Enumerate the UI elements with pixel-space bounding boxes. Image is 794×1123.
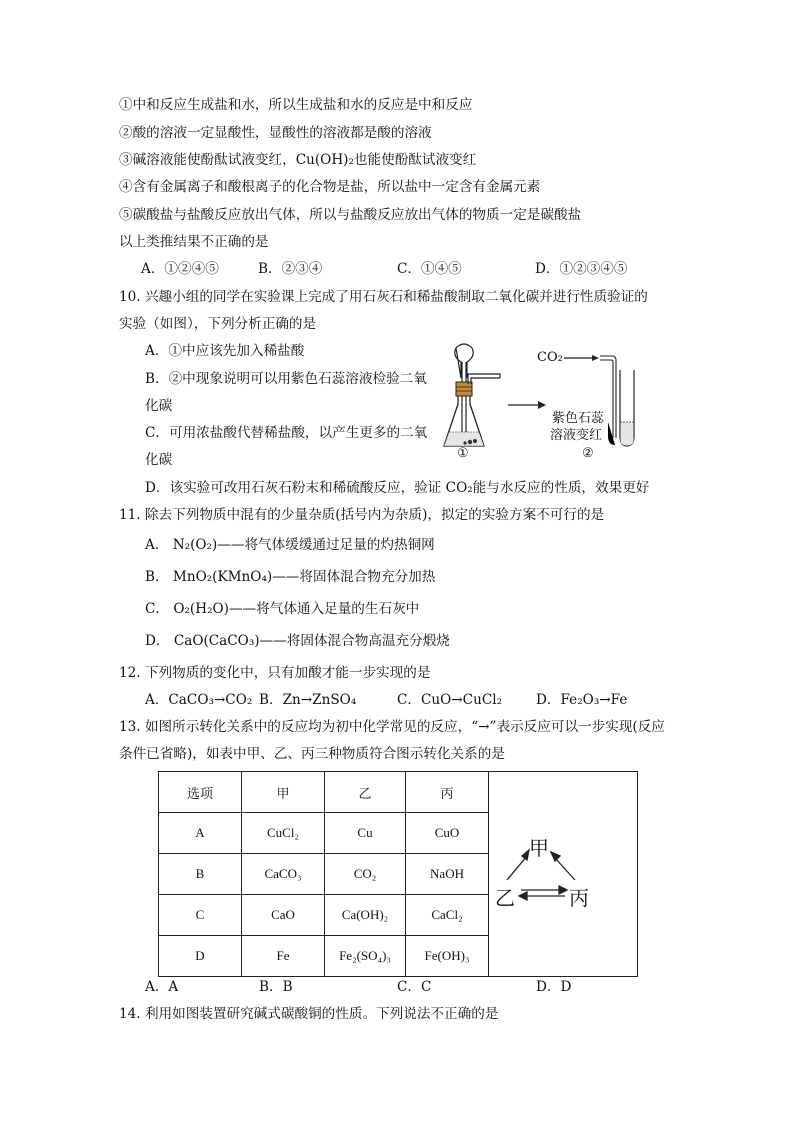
figure-label-1: ① bbox=[457, 446, 469, 461]
q13-stem-line1: 13. 如图所示转化关系中的反应均为初中化学常见的反应，“→”表示反应可以一步实现(反应 bbox=[119, 719, 665, 735]
table-cell: C bbox=[159, 895, 242, 936]
q9-statement-1: ①中和反应生成盐和水，所以生成盐和水的反应是中和反应 bbox=[119, 97, 473, 113]
q9-statement-4: ④含有金属离子和酸根离子的化合物是盐，所以盐中一定含有金属元素 bbox=[119, 179, 541, 195]
rubber-stopper bbox=[456, 382, 472, 396]
q14-stem: 14. 利用如图装置研究碱式碳酸铜的性质。下列说法不正确的是 bbox=[119, 1006, 499, 1022]
tube-label-line1: 紫色石蕊 bbox=[552, 411, 605, 426]
q9-statement-5: ⑤碳酸盐与盐酸反应放出气体，所以与盐酸反应放出气体的物质一定是碳酸盐 bbox=[119, 207, 582, 223]
q10-stem-line1: 10. 兴趣小组的同学在实验课上完成了用石灰石和稀盐酸制取二氧化碳并进行性质验证的 bbox=[119, 289, 648, 305]
table-cell: CuCl₂ bbox=[242, 813, 325, 854]
table-header: 乙 bbox=[325, 772, 406, 813]
table-cell: CaCO₃ bbox=[242, 854, 325, 895]
table-cell: Cu bbox=[325, 813, 406, 854]
table-cell: Fe(OH)₃ bbox=[406, 936, 489, 977]
q13-diagram-cell bbox=[489, 772, 638, 977]
table-header: 选项 bbox=[159, 772, 242, 813]
table-cell: B bbox=[159, 854, 242, 895]
q11-option-d: D． CaO(CaCO₃)——将固体混合物高温充分煅烧 bbox=[145, 633, 450, 649]
table-cell: CaCl₂ bbox=[406, 895, 489, 936]
figure-label-2: ② bbox=[582, 446, 594, 461]
table-cell: CuO bbox=[406, 813, 489, 854]
table-header-row bbox=[159, 772, 638, 813]
q10-option-b-line1: B．②中现象说明可以用紫色石蕊溶液检验二氧 bbox=[145, 371, 427, 387]
q11-option-b: B． MnO₂(KMnO₄)——将固体混合物充分加热 bbox=[145, 569, 436, 585]
table-cell: A bbox=[159, 813, 242, 854]
q12-option-a: A．CaCO₃→CO₂ bbox=[145, 692, 253, 708]
q11-stem: 11. 除去下列物质中混有的少量杂质(括号内为杂质)，拟定的实验方案不可行的是 bbox=[119, 507, 605, 523]
q11-option-a: A． N₂(O₂)——将气体缓缓通过足量的灼热铜网 bbox=[145, 537, 435, 553]
q10-option-a: A．①中应该先加入稀盐酸 bbox=[145, 343, 305, 359]
q13-option-b: B．B bbox=[259, 979, 293, 995]
table-header: 甲 bbox=[242, 772, 325, 813]
q11-option-c: C． O₂(H₂O)——将气体通入足量的生石灰中 bbox=[145, 601, 420, 617]
q13-option-c: C．C bbox=[397, 979, 432, 995]
delivery-tube bbox=[468, 374, 500, 384]
q12-stem: 12. 下列物质的变化中，只有加酸才能一步实现的是 bbox=[119, 665, 431, 681]
q9-option-b: B．②③④ bbox=[258, 261, 323, 277]
purple-litmus-solution bbox=[608, 422, 615, 445]
q13-stem-line2: 条件已省略)，如表中甲、乙、丙三种物质符合图示转化关系的是 bbox=[119, 746, 505, 762]
q10-stem-line2: 实验（如图），下列分析正确的是 bbox=[119, 316, 317, 332]
q10-option-b-line2: 化碳 bbox=[145, 398, 173, 414]
q9-statement-2: ②酸的溶液一定显酸性，显酸性的溶液都是酸的溶液 bbox=[119, 125, 432, 141]
q12-option-b: B．Zn→ZnSO₄ bbox=[259, 692, 357, 708]
q10-option-c-line1: C．可用浓盐酸代替稀盐酸，以产生更多的二氧 bbox=[145, 425, 428, 441]
q13-table bbox=[158, 771, 638, 977]
co2-inlet-arrow bbox=[564, 355, 599, 361]
q12-option-c: C．CuO→CuCl₂ bbox=[397, 692, 503, 708]
diagram-arrows bbox=[489, 772, 637, 976]
process-arrow bbox=[508, 401, 546, 409]
table-cell: Fe bbox=[242, 936, 325, 977]
table-cell: Fe₂(SO₄)₃ bbox=[325, 936, 406, 977]
table-cell: CaO bbox=[242, 895, 325, 936]
q9-option-d: D．①②③④⑤ bbox=[535, 261, 628, 277]
diagram-node-jia: 甲 bbox=[529, 836, 549, 860]
tube-label-line2: 溶液变红 bbox=[550, 428, 603, 443]
q10-option-c-line2: 化碳 bbox=[145, 452, 173, 468]
diagram-node-yi: 乙 bbox=[495, 886, 515, 910]
q13-option-a: A．A bbox=[145, 979, 179, 995]
q9-stem: 以上类推结果不正确的是 bbox=[119, 234, 269, 250]
co2-label: CO₂ bbox=[537, 350, 563, 365]
q9-option-c: C．①④⑤ bbox=[397, 261, 462, 277]
table-header: 丙 bbox=[406, 772, 489, 813]
q9-option-a: A．①②④⑤ bbox=[141, 261, 219, 277]
table-cell: Ca(OH)₂ bbox=[325, 895, 406, 936]
table-cell: D bbox=[159, 936, 242, 977]
q13-option-d: D．D bbox=[536, 979, 572, 995]
q9-statement-3: ③碱溶液能使酚酞试液变红，Cu(OH)₂也能使酚酞试液变红 bbox=[119, 152, 477, 168]
table-cell: NaOH bbox=[406, 854, 489, 895]
diagram-node-bing: 丙 bbox=[569, 886, 589, 910]
q12-option-d: D．Fe₂O₃→Fe bbox=[536, 692, 628, 708]
q10-option-d: D．该实验可改用石灰石粉末和稀硫酸反应，验证 CO₂能与水反应的性质，效果更好 bbox=[145, 480, 650, 496]
table-cell: CO₂ bbox=[325, 854, 406, 895]
